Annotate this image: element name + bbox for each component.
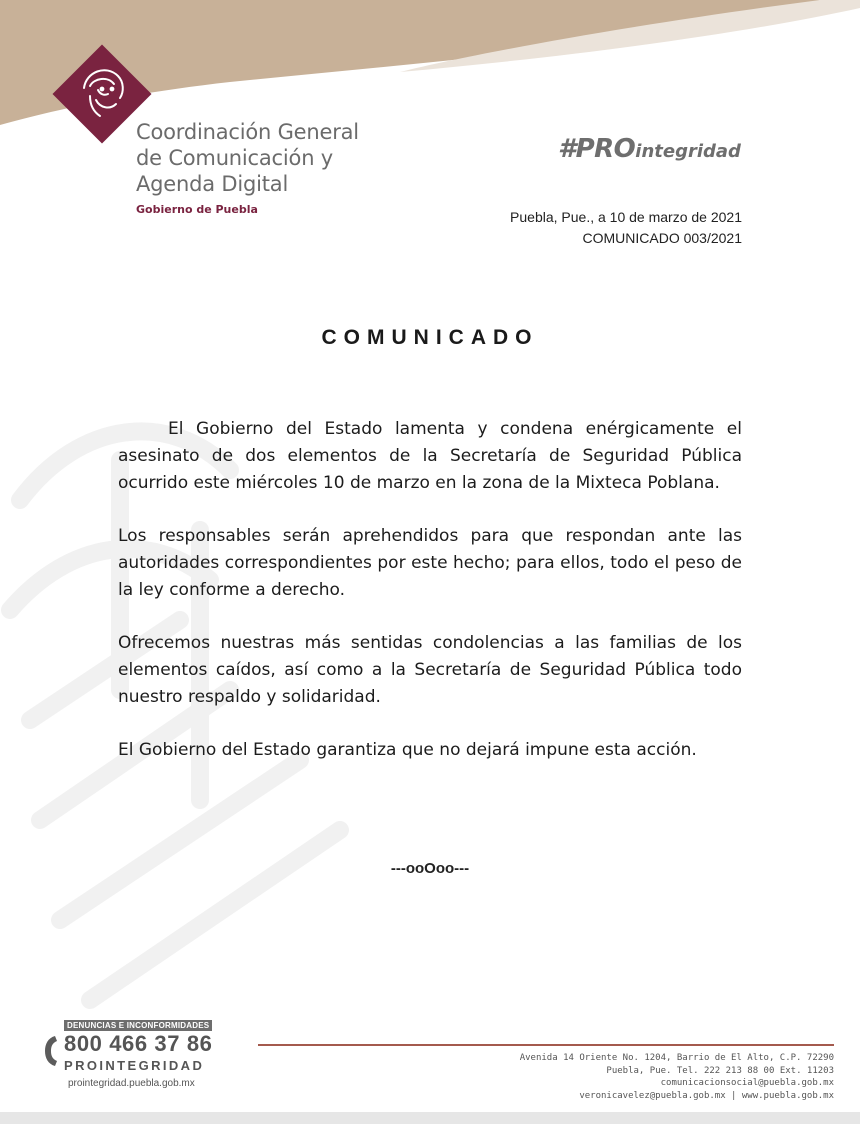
- org-name-line-3: Agenda Digital: [136, 172, 289, 196]
- document-heading: COMUNICADO: [321, 326, 539, 349]
- body-paragraph-4: El Gobierno del Estado garantiza que no dejará impune esta acción.: [118, 740, 697, 760]
- bottom-strip: [0, 1112, 860, 1124]
- email-line: comunicacionsocial@puebla.gob.mx: [660, 1078, 834, 1088]
- body-paragraph-3: Ofrecemos nuestras más sentidas condolencias a las familias de los elementos caídos, así como a la Secretaría de Seguridad Pública todo nuestro respaldo y solidaridad.: [118, 633, 742, 707]
- body-paragraph-1: El Gobierno del Estado lamenta y condena enérgicamente el asesinato de dos elementos de la Secretaría de Seguridad Pública ocurrido este miércoles 10 de marzo en la zona de la Mixteca Poblana.: [118, 419, 742, 493]
- address-line-1: Avenida 14 Oriente No. 1204, Barrio de El Alto, C.P. 72290: [519, 1053, 834, 1063]
- web-line: veronicavelez@puebla.gob.mx | www.puebla.gob.mx: [579, 1090, 834, 1101]
- address-line-2: Puebla, Pue. Tel. 222 213 88 00 Ext. 11203: [606, 1065, 834, 1076]
- date-line: Puebla, Pue., a 10 de marzo de 2021: [510, 209, 742, 225]
- org-name-line-2: de Comunicación y: [136, 146, 334, 170]
- prointegridad-label: PROINTEGRIDAD: [64, 1058, 205, 1073]
- phone-icon: [42, 1034, 60, 1068]
- date-block: [510, 207, 742, 249]
- hashtag-integridad: integridad: [635, 141, 741, 162]
- document-body: [118, 416, 742, 790]
- phone-number: 800 466 37 86: [64, 1031, 213, 1056]
- org-subtitle: Gobierno de Puebla: [136, 203, 258, 216]
- hashtag-pro: #PRO: [558, 134, 636, 164]
- comunicado-number: COMUNICADO 003/2021: [582, 230, 742, 246]
- body-paragraph-2: Los responsables serán aprehendidos para que respondan ante las autoridades correspondientes por este hecho; para ellos, todo el peso de la ley conforme a derecho.: [118, 526, 742, 600]
- hashtag-prointegridad: [558, 134, 741, 164]
- closing-mark: ---ooOoo---: [390, 860, 470, 877]
- org-name-line-1: Coordinación General: [136, 120, 359, 144]
- denuncias-label: DENUNCIAS E INCONFORMIDADES: [64, 1020, 212, 1031]
- footer-contact: [520, 1052, 834, 1102]
- footer-divider: [258, 1044, 834, 1046]
- prointegridad-url: prointegridad.puebla.gob.mx: [68, 1078, 195, 1089]
- organization-block: [136, 119, 359, 216]
